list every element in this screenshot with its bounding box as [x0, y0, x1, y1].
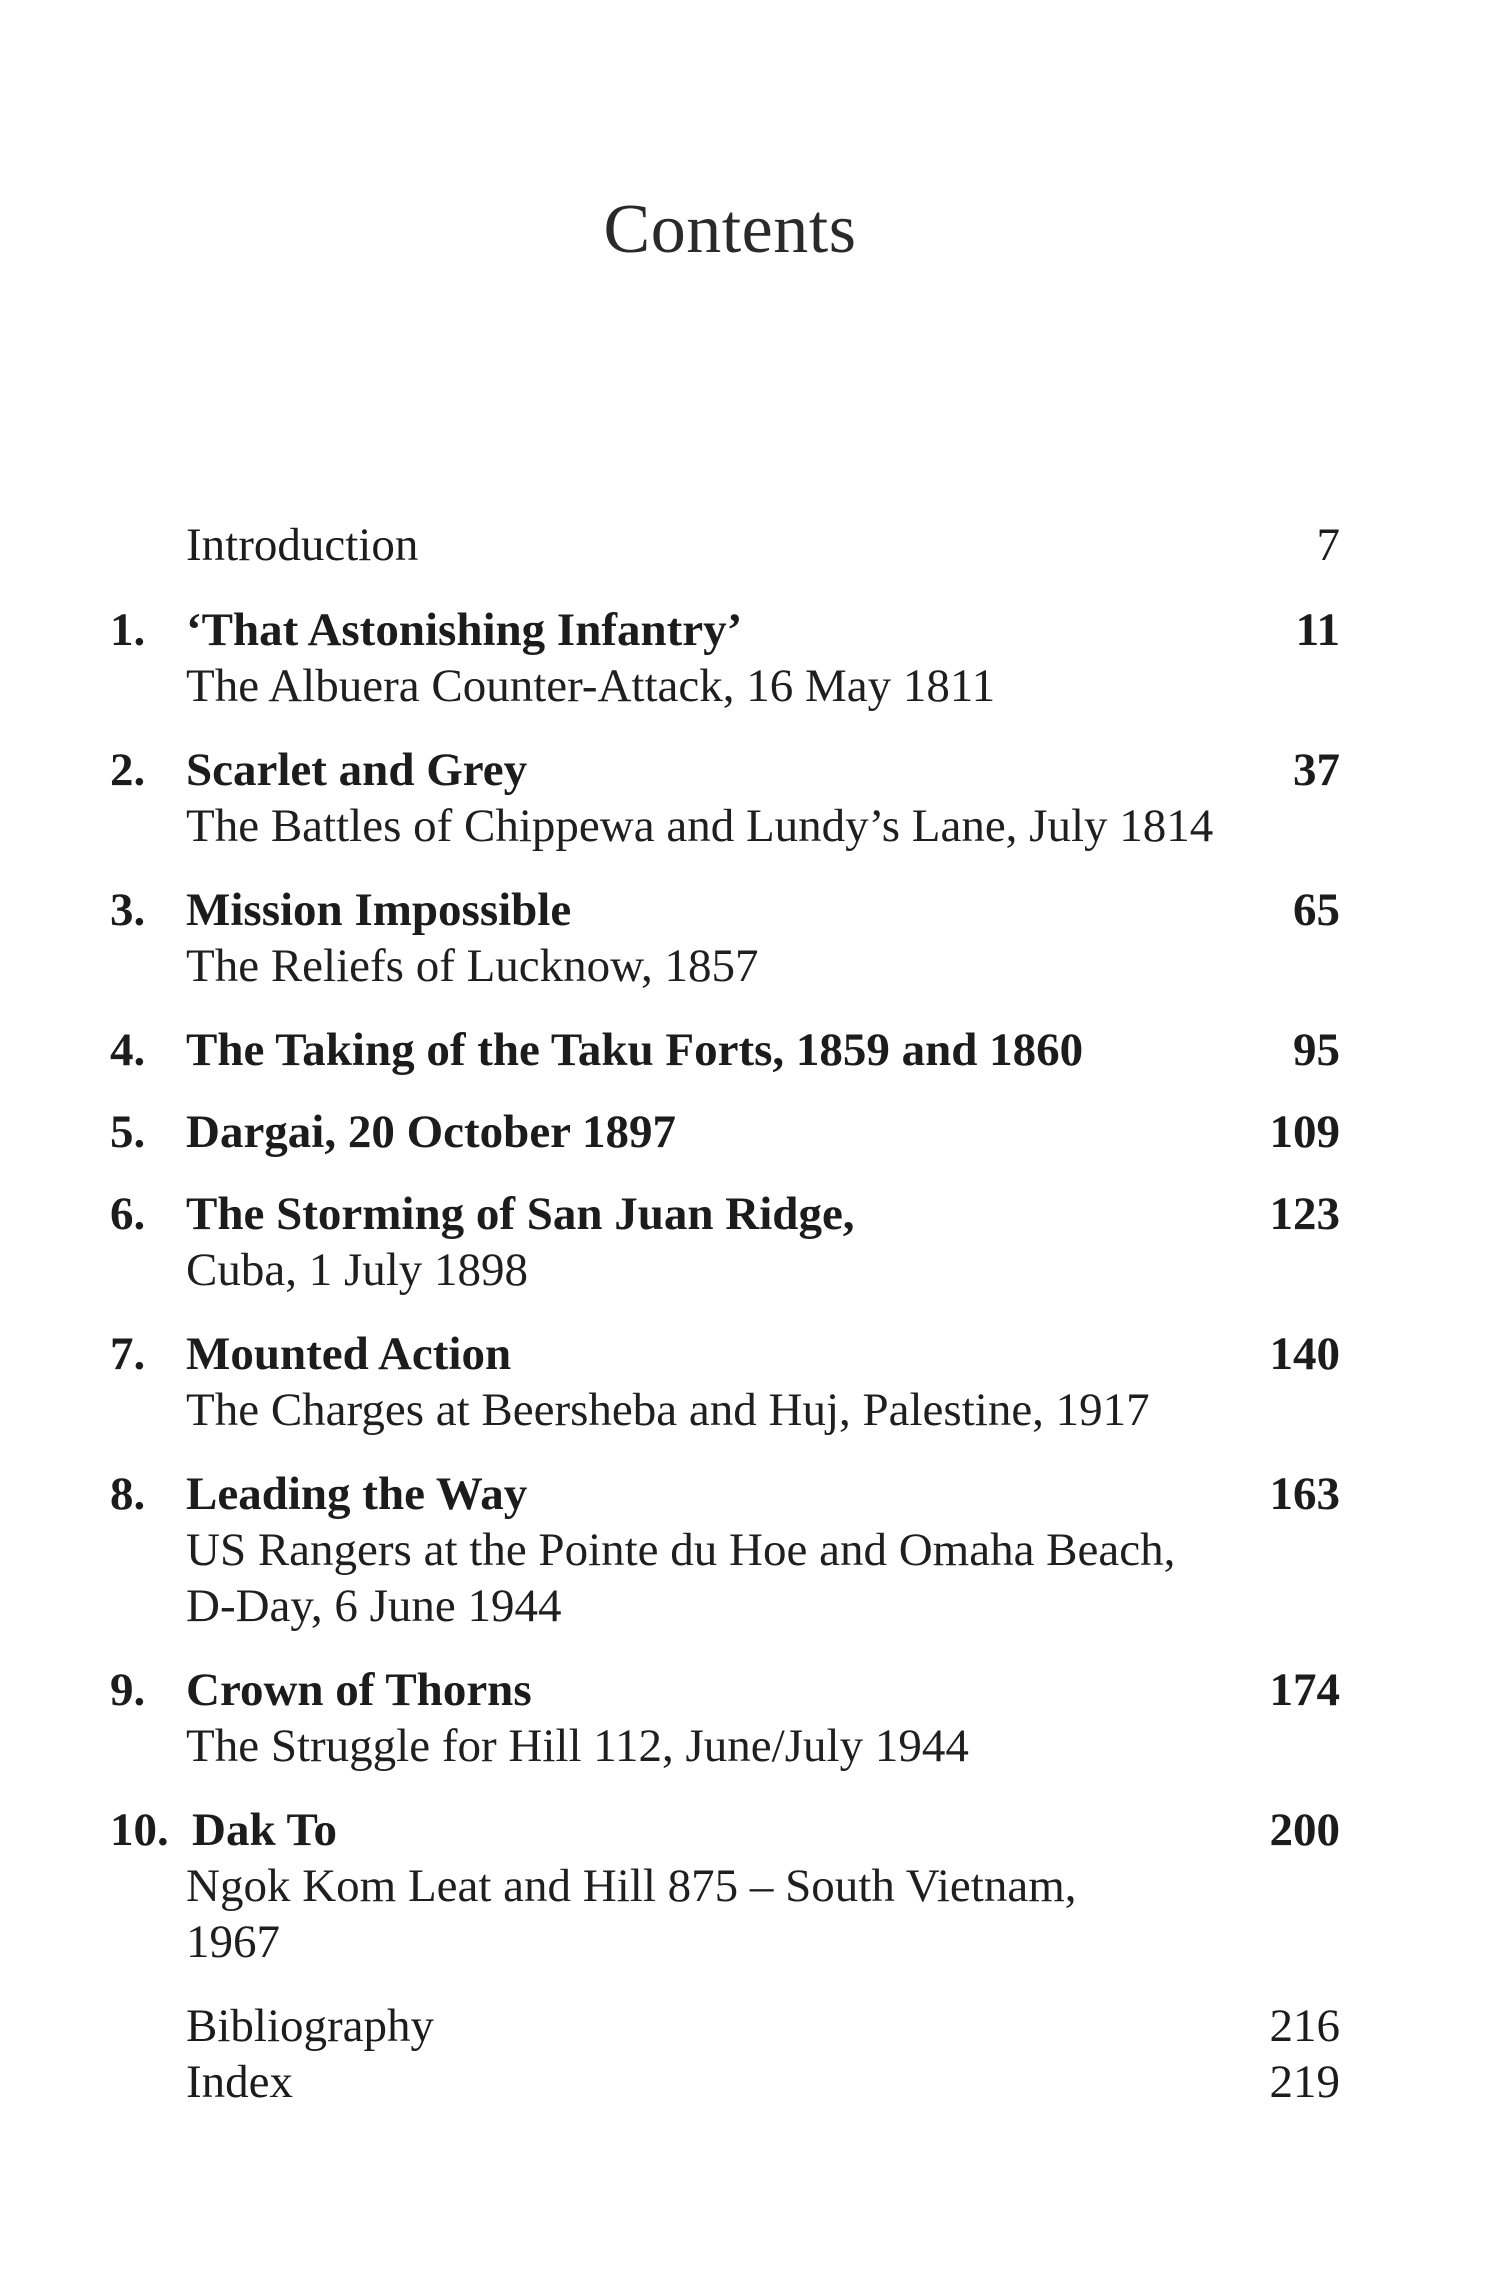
chapter-number: 5. — [110, 1106, 146, 1158]
chapter-3-subtitle — [0, 936, 1500, 996]
entry-title: Introduction — [186, 519, 419, 571]
chapter-8-subtitle — [0, 1520, 1500, 1580]
chapter-title: Dak To — [192, 1804, 338, 1856]
chapter-number: 1. — [110, 604, 146, 656]
chapter-8-subtitle-cont — [0, 1576, 1500, 1636]
chapter-page-number: 95 — [1293, 1024, 1340, 1076]
subtitle-line: The Battles of Chippewa and Lundy’s Lane, July 1814 — [186, 800, 1214, 852]
chapter-10-subtitle — [0, 1856, 1500, 1916]
toc-chapter-2[interactable] — [0, 740, 1500, 800]
subtitle-line: The Reliefs of Lucknow, 1857 — [186, 940, 759, 992]
subtitle-line: Ngok Kom Leat and Hill 875 – South Vietnam, — [186, 1860, 1077, 1912]
subtitle-line: The Albuera Counter-Attack, 16 May 1811 — [186, 660, 996, 712]
entry-title: Index — [186, 2056, 294, 2108]
subtitle-line: The Charges at Beersheba and Huj, Palestine, 1917 — [186, 1384, 1150, 1436]
chapter-page-number: 174 — [1269, 1664, 1340, 1716]
chapter-title: Dargai, 20 October 1897 — [186, 1106, 676, 1158]
chapter-1-subtitle — [0, 656, 1500, 716]
chapter-page-number: 109 — [1269, 1106, 1340, 1158]
subtitle-line: Cuba, 1 July 1898 — [186, 1244, 529, 1296]
chapter-page-number: 37 — [1293, 744, 1340, 796]
toc-chapter-10[interactable] — [0, 1800, 1500, 1860]
chapter-number: 3. — [110, 884, 146, 936]
toc-chapter-8[interactable] — [0, 1464, 1500, 1524]
toc-chapter-6[interactable] — [0, 1184, 1500, 1244]
chapter-7-subtitle — [0, 1380, 1500, 1440]
chapter-title: Crown of Thorns — [186, 1664, 532, 1716]
subtitle-line: US Rangers at the Pointe du Hoe and Omaha Beach, — [186, 1524, 1176, 1576]
chapter-10-subtitle-cont — [0, 1912, 1500, 1972]
chapter-page-number: 163 — [1269, 1468, 1340, 1520]
chapter-page-number: 140 — [1269, 1328, 1340, 1380]
chapter-page-number: 65 — [1293, 884, 1340, 936]
subtitle-line: The Struggle for Hill 112, June/July 1944 — [186, 1720, 969, 1772]
entry-page-number: 7 — [1316, 519, 1340, 571]
chapter-number: 2. — [110, 744, 146, 796]
chapter-title: Scarlet and Grey — [186, 744, 528, 796]
chapter-title: Leading the Way — [186, 1468, 528, 1520]
toc-chapter-5[interactable] — [0, 1102, 1500, 1162]
subtitle-line: D-Day, 6 June 1944 — [186, 1580, 562, 1632]
page-title: Contents — [603, 191, 857, 268]
toc-entry-introduction[interactable] — [0, 515, 1500, 575]
chapter-title: Mounted Action — [186, 1328, 512, 1380]
chapter-page-number: 123 — [1269, 1188, 1340, 1240]
toc-entry-bibliography[interactable] — [0, 1996, 1500, 2056]
chapter-title: The Storming of San Juan Ridge, — [186, 1188, 855, 1240]
chapter-page-number: 200 — [1269, 1804, 1340, 1856]
chapter-title: The Taking of the Taku Forts, 1859 and 1860 — [186, 1024, 1084, 1076]
toc-chapter-7[interactable] — [0, 1324, 1500, 1384]
toc-chapter-1[interactable] — [0, 600, 1500, 660]
entry-page-number: 219 — [1269, 2056, 1340, 2108]
chapter-number: 10. — [110, 1804, 169, 1856]
chapter-number: 9. — [110, 1664, 146, 1716]
chapter-number: 8. — [110, 1468, 146, 1520]
toc-chapter-4[interactable] — [0, 1020, 1500, 1080]
entry-page-number: 216 — [1269, 2000, 1340, 2052]
entry-title: Bibliography — [186, 2000, 435, 2052]
chapter-number: 7. — [110, 1328, 146, 1380]
chapter-6-subtitle — [0, 1240, 1500, 1300]
toc-chapter-3[interactable] — [0, 880, 1500, 940]
chapter-title: Mission Impossible — [186, 884, 572, 936]
chapter-2-subtitle — [0, 796, 1500, 856]
chapter-number: 4. — [110, 1024, 146, 1076]
chapter-title: ‘That Astonishing Infantry’ — [186, 604, 743, 656]
toc-chapter-9[interactable] — [0, 1660, 1500, 1720]
subtitle-line: 1967 — [186, 1916, 280, 1968]
chapter-9-subtitle — [0, 1716, 1500, 1776]
chapter-page-number: 11 — [1295, 604, 1340, 656]
toc-entry-index[interactable] — [0, 2052, 1500, 2112]
chapter-number: 6. — [110, 1188, 146, 1240]
